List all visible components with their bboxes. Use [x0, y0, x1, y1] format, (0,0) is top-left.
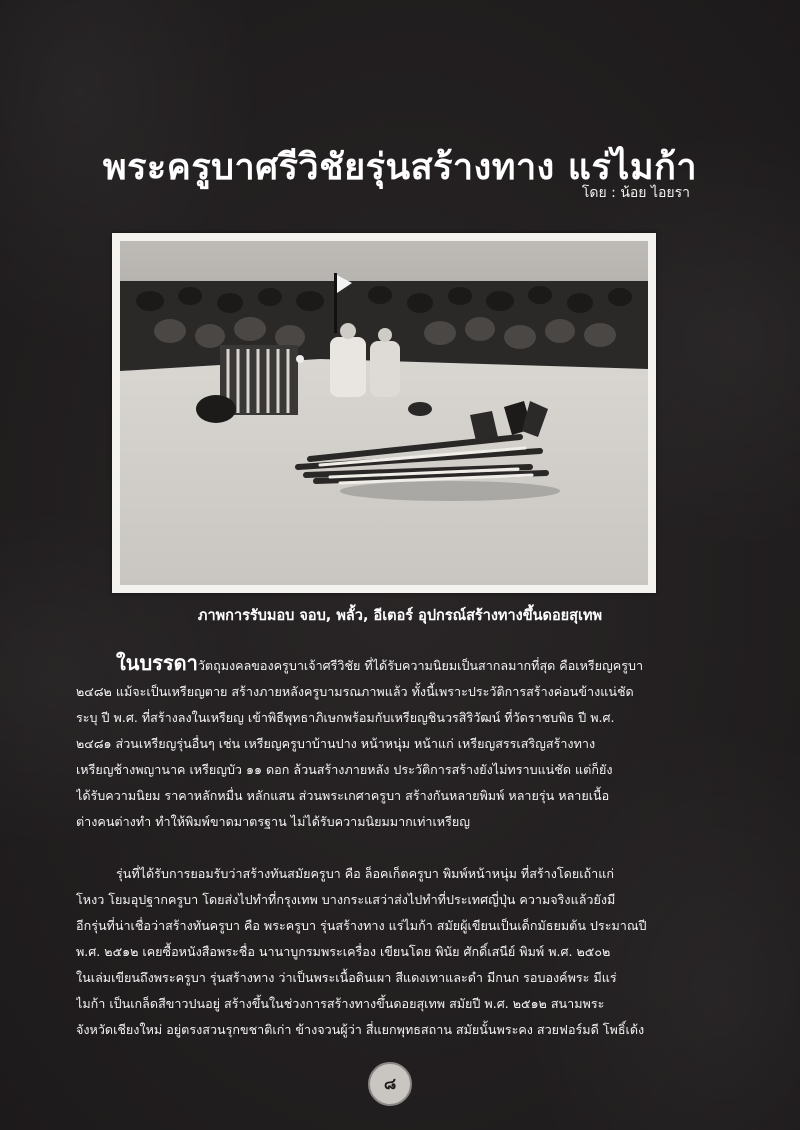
dropcap: ในบรรดา — [116, 651, 198, 675]
paragraph-1-line-5: เหรียญช้างพญานาค เหรียญบัว ๑๑ ดอก ล้วนสร้างภายหลัง ประวัติการสร้างยังไม่ทราบแน่ชัด แต่ก็ยัง — [76, 762, 613, 777]
paragraph-1-line-4: ๒๔๘๑ ส่วนเหรียญรุ่นอื่นๆ เช่น เหรียญครูบาบ้านปาง หน้าหนุ่ม หน้าแก่ เหรียญสรรเสริญสร้างทาง — [76, 736, 596, 751]
paragraph-2-line-6: ไมก้า เป็นเกล็ดสีขาวปนอยู่ สร้างขึ้นในช่วงการสร้างทางขึ้นดอยสุเทพ สมัยปี พ.ศ. ๒๕๑๒ สนามพระ — [76, 996, 605, 1011]
paragraph-1-line-6: ได้รับความนิยม ราคาหลักหมื่น หลักแสน ส่วนพระเกศาครูบา สร้างกันหลายพิมพ์ หลายรุ่น หลายเนื้อ — [76, 788, 610, 803]
paragraph-2-line-2: โหงว โยมอุปฐากครูบา โดยส่งไปทำที่กรุงเทพ บางกระแสว่าส่งไปทำที่ประเทศญี่ปุ่น ความจริงแล้วยังมี — [76, 892, 616, 907]
paragraph-2-line-3: อีกรุ่นที่น่าเชื่อว่าสร้างทันครูบา คือ พระครูบา รุ่นสร้างทาง แร่ไมก้า สมัยผู้เขียนเป็นเด็กมัธยมต้น ประมาณปี — [76, 918, 647, 933]
paragraph-1-line-2: ๒๔๘๒ แม้จะเป็นเหรียญตาย สร้างภายหลังครูบามรณภาพแล้ว ทั้งนี้เพราะประวัติการสร้างค่อนข้างแน่ชัด — [76, 684, 634, 699]
photo-frame — [112, 233, 656, 593]
article-byline: โดย : น้อย ไอยรา — [581, 185, 690, 201]
paragraph-2-line-4: พ.ศ. ๒๕๑๒ เคยซื้อหนังสือพระชื่อ นานาบูกรมพระเครื่อง เขียนโดย พินัย ศักดิ์เสนีย์ พิมพ์ พ.ศ. ๒๕๐๒ — [76, 944, 611, 959]
paragraph-1-line-1 — [76, 650, 712, 679]
paragraph-2-line-5: ในเล่มเขียนถึงพระครูบา รุ่นสร้างทาง ว่าเป็นพระเนื้อดินเผา สีแดงเทาและดำ มีกนก รอบองค์พระ มีแร่ — [76, 970, 617, 985]
paragraph-2 — [76, 861, 712, 1043]
photo-caption: ภาพการรับมอบ จอบ, พลั้ว, อีเตอร์ อุปกรณ์สร้างทางขึ้นดอยสุเทพ — [197, 608, 603, 624]
paragraph-2-line-1: รุ่นที่ได้รับการยอมรับว่าสร้างทันสมัยครูบา คือ ล็อคเก็ตครูบา พิมพ์หน้าหนุ่ม ที่สร้างโดยเถ้าแก่ — [116, 866, 614, 881]
photo-illustration — [120, 241, 648, 585]
paragraph-1 — [76, 650, 712, 835]
article-title: พระครูบาศรีวิชัยรุ่นสร้างทาง แร่ไมก้า — [102, 147, 698, 189]
paragraph-1-line-7: ต่างคนต่างทำ ทำให้พิมพ์ขาดมาตรฐาน ไม่ได้รับความนิยมมากเท่าเหรียญ — [76, 814, 470, 829]
page-number-badge: ๘ — [368, 1062, 412, 1106]
paragraph-2-line-7: จังหวัดเชียงใหม่ อยู่ตรงสวนรุกขชาติเก่า ข้างจวนผู้ว่า สี่แยกพุทธสถาน สมัยนั้นพระคง สวยฟอร์มดี โพธิ์เด้ง — [76, 1022, 645, 1037]
article-body — [76, 650, 712, 1043]
historical-photo — [120, 241, 648, 585]
paragraph-1-line-1-text: วัตถุมงคลของครูบาเจ้าศรีวิชัย ที่ได้รับความนิยมเป็นสากลมากที่สุด คือเหรียญครูบา — [197, 658, 644, 673]
paragraph-1-line-3: ระบุ ปี พ.ศ. ที่สร้างลงในเหรียญ เข้าพิธีพุทธาภิเษกพร้อมกับเหรียญชินวรสิริวัฒน์ ที่วัดราชบพิธ ปี พ.ศ. — [76, 710, 615, 725]
